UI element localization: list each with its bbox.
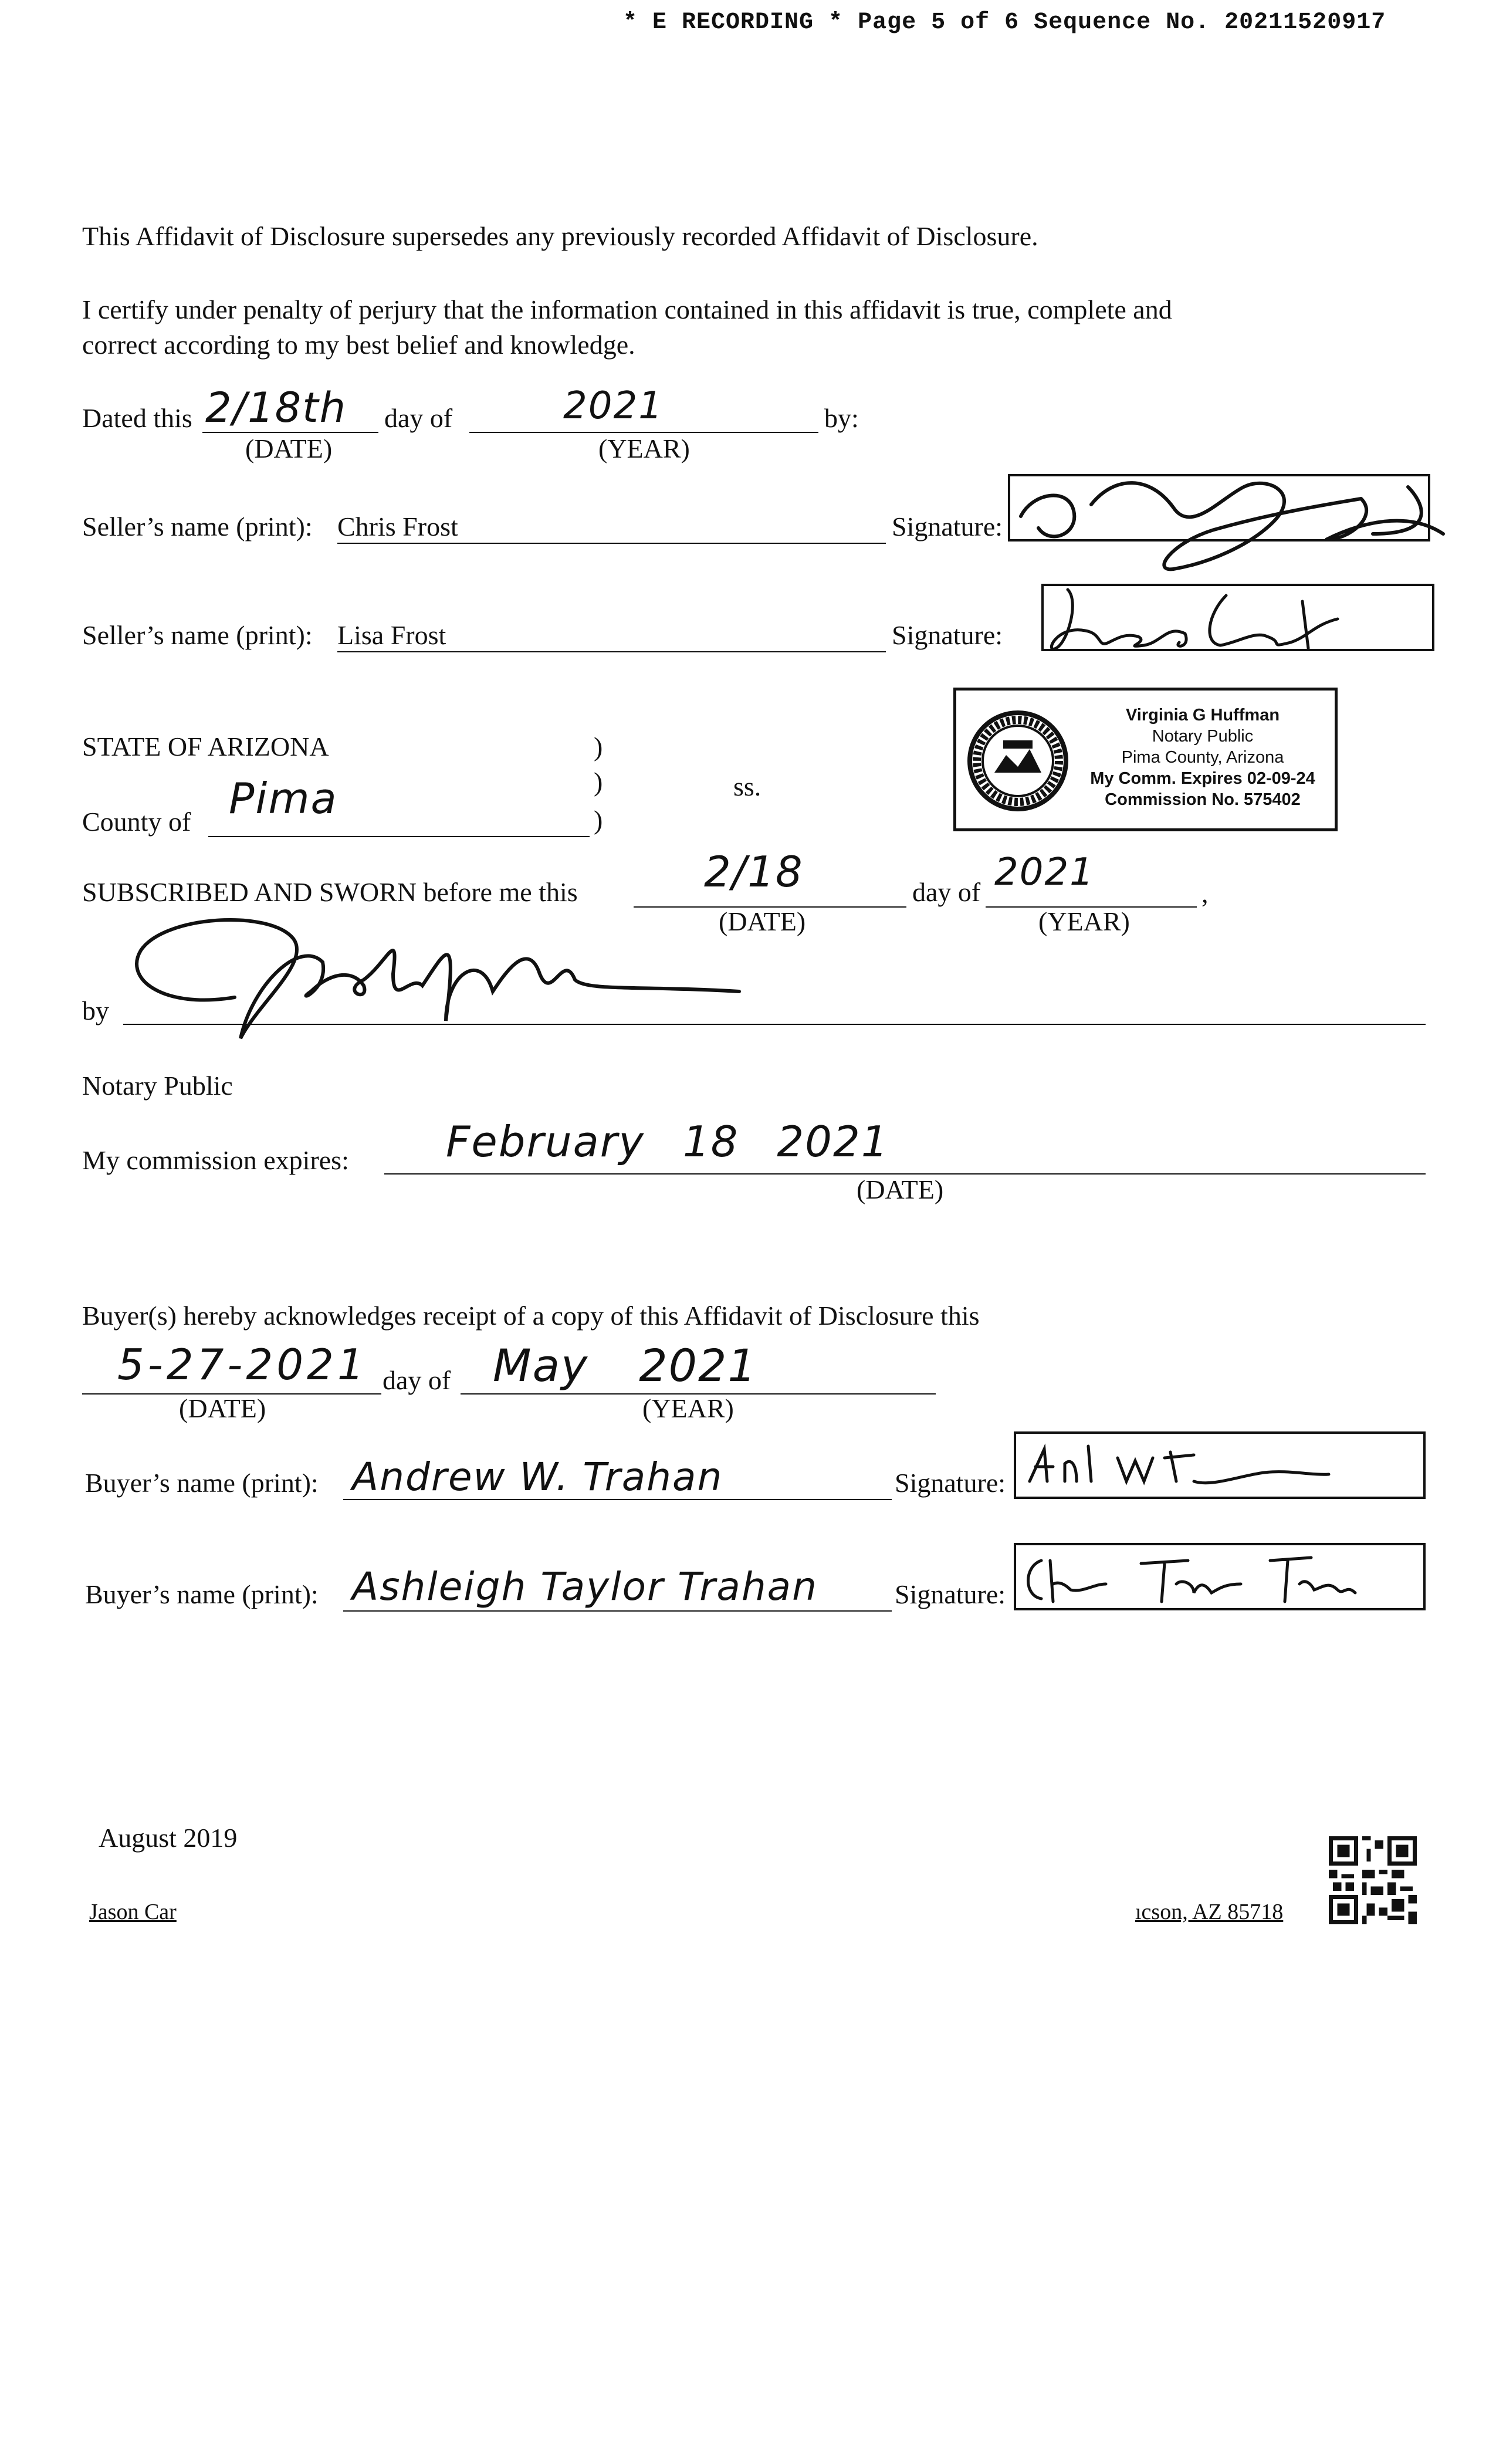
buyer-ack-statement: Buyer(s) hereby acknowledges receipt of a copy of this Affidavit of Disclosure this	[82, 1301, 980, 1331]
buyer-2-name-line	[343, 1610, 892, 1612]
dated-year-line	[469, 432, 818, 433]
seller-2-name-line	[337, 651, 886, 652]
qr-code-icon	[1329, 1836, 1417, 1924]
buyer-1-signature-label: Signature:	[895, 1468, 1006, 1498]
dated-date-handwritten: 2/18th	[205, 384, 347, 432]
buyer-ack-day-of: day of	[383, 1365, 451, 1395]
seller-1-signature-label: Signature:	[892, 512, 1003, 541]
buyer-2-name: Ashleigh Taylor Trahan	[352, 1564, 818, 1609]
dated-date-line	[202, 432, 378, 433]
seller-2-signature-label: Signature:	[892, 620, 1003, 650]
ss-paren: )	[594, 767, 603, 797]
footer-right-fragment: ıcson, AZ 85718	[1135, 1900, 1284, 1924]
seller-2-label: Seller’s name (print):	[82, 620, 313, 650]
buyer-ack-year-caption: (YEAR)	[642, 1393, 734, 1423]
commission-handwritten: February 18 2021	[446, 1117, 889, 1166]
revision-date: August 2019	[99, 1823, 238, 1853]
buyer-2-signature-label: Signature:	[895, 1579, 1006, 1609]
footer-left-fragment: Jason Car	[89, 1900, 177, 1924]
dated-date-caption: (DATE)	[245, 434, 333, 463]
seller-2-name: Lisa Frost	[337, 620, 446, 650]
stamp-title: Notary Public	[1152, 727, 1254, 746]
buyer-2-signature	[1018, 1549, 1358, 1607]
sworn-date-handwritten: 2/18	[704, 847, 804, 896]
county-handwritten: Pima	[229, 774, 338, 823]
sworn-date-caption: (DATE)	[719, 906, 806, 936]
buyer-1-signature	[1018, 1440, 1335, 1493]
buyer-2-label: Buyer’s name (print):	[85, 1579, 319, 1609]
ss-label: ss.	[733, 771, 761, 801]
notary-by-label: by	[82, 996, 109, 1025]
commission-caption: (DATE)	[857, 1175, 944, 1204]
sworn-day-of: day of	[912, 877, 981, 907]
dated-by: by:	[824, 403, 859, 433]
stamp-county: Pima County, Arizona	[1121, 748, 1284, 767]
arizona-seal-icon	[962, 708, 1074, 814]
sworn-year-caption: (YEAR)	[1038, 906, 1130, 936]
state-paren: )	[594, 732, 603, 761]
county-paren: )	[594, 805, 603, 835]
dated-year-caption: (YEAR)	[598, 434, 690, 463]
stamp-commission: Commission No. 575402	[1105, 790, 1301, 809]
recording-header: * E RECORDING * Page 5 of 6 Sequence No. 20211520917	[623, 9, 1386, 36]
seller-2-signature	[1033, 578, 1361, 666]
notary-stamp	[953, 688, 1338, 831]
buyer-ack-date-caption: (DATE)	[179, 1393, 266, 1423]
buyer-1-name-line	[343, 1499, 892, 1500]
buyer-ack-month-year-handwritten: May 2021	[493, 1339, 757, 1392]
sworn-label: SUBSCRIBED AND SWORN before me this	[82, 877, 578, 907]
certify-statement-line1: I certify under penalty of perjury that the information contained in this affidavit is true, complete and	[82, 295, 1172, 324]
sworn-year-handwritten: 2021	[994, 851, 1095, 894]
dated-day-of: day of	[384, 403, 453, 433]
stamp-expires: My Comm. Expires 02-09-24	[1090, 769, 1315, 788]
seller-1-signature	[997, 452, 1496, 581]
certify-statement-line2: correct according to my best belief and knowledge.	[82, 330, 635, 360]
county-line	[208, 836, 590, 837]
buyer-1-label: Buyer’s name (print):	[85, 1468, 319, 1498]
state-label: STATE OF ARIZONA	[82, 732, 329, 761]
buyer-ack-date-handwritten: 5-27-2021	[117, 1340, 368, 1389]
seller-1-name-line	[337, 543, 886, 544]
supersedes-statement: This Affidavit of Disclosure supersedes any previously recorded Affidavit of Disclosure.	[82, 221, 1038, 251]
stamp-name: Virginia G Huffman	[1125, 706, 1280, 725]
seller-1-label: Seller’s name (print):	[82, 512, 313, 541]
seller-1-name: Chris Frost	[337, 512, 458, 541]
county-label: County of	[82, 807, 191, 837]
commission-label: My commission expires:	[82, 1145, 349, 1175]
notary-signature	[117, 903, 763, 1056]
dated-label: Dated this	[82, 403, 192, 433]
buyer-1-name: Andrew W. Trahan	[352, 1454, 723, 1500]
sworn-comma: ,	[1201, 878, 1209, 908]
dated-year-handwritten: 2021	[563, 384, 664, 428]
notary-public-label: Notary Public	[82, 1071, 233, 1101]
